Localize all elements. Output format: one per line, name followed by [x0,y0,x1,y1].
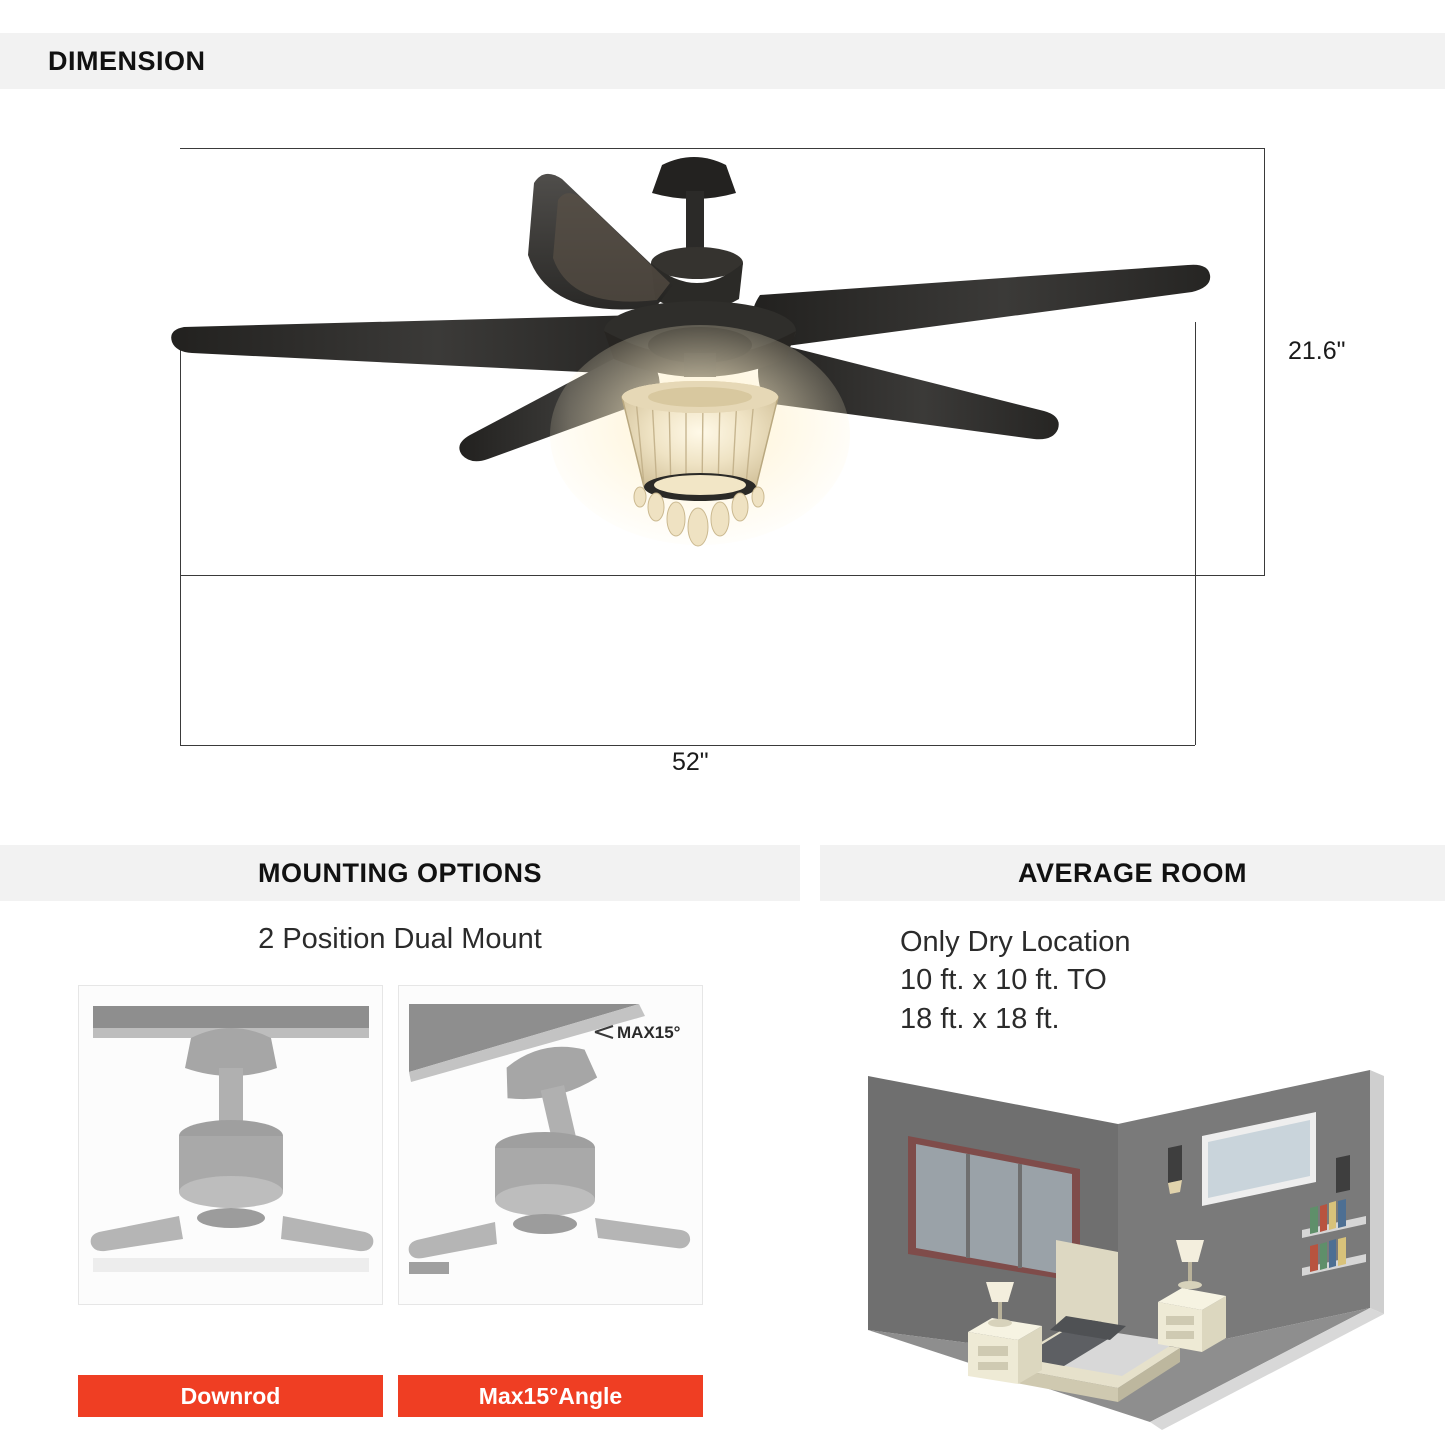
room-line-1: Only Dry Location [900,926,1131,958]
average-room-text [900,923,1440,1038]
bedroom-isometric-icon [850,1040,1440,1430]
room-line-2: 10 ft. x 10 ft. TO [900,964,1107,997]
badge-max-angle-label: Max15°Angle [478,1382,623,1409]
dimension-title: DIMENSION [48,45,206,76]
max-angle-annotation: MAX15° [617,1023,681,1042]
mounting-options-header [0,845,800,901]
dimension-width-label: 52" [672,748,709,776]
downrod-mount-diagram-icon [78,985,383,1305]
badge-downrod [78,1375,383,1417]
badge-downrod-label: Downrod [180,1382,281,1409]
average-room-section [820,845,1445,1445]
room-line-3: 18 ft. x 18 ft. [900,1002,1060,1035]
dimension-height-label: 21.6" [1288,337,1346,365]
mounting-subtitle: 2 Position Dual Mount [258,923,542,955]
dimension-diagram [0,100,1445,790]
average-room-title: AVERAGE ROOM [1017,857,1247,888]
angled-mount-diagram-icon [398,985,703,1305]
mounting-options-section [0,845,800,1445]
ceiling-fan-icon [170,135,1270,595]
dim-guide-bottom [180,745,1195,746]
average-room-header [820,845,1445,901]
badge-max-angle [398,1375,703,1417]
mounting-options-title: MOUNTING OPTIONS [258,857,542,888]
dimension-header [0,33,1445,89]
